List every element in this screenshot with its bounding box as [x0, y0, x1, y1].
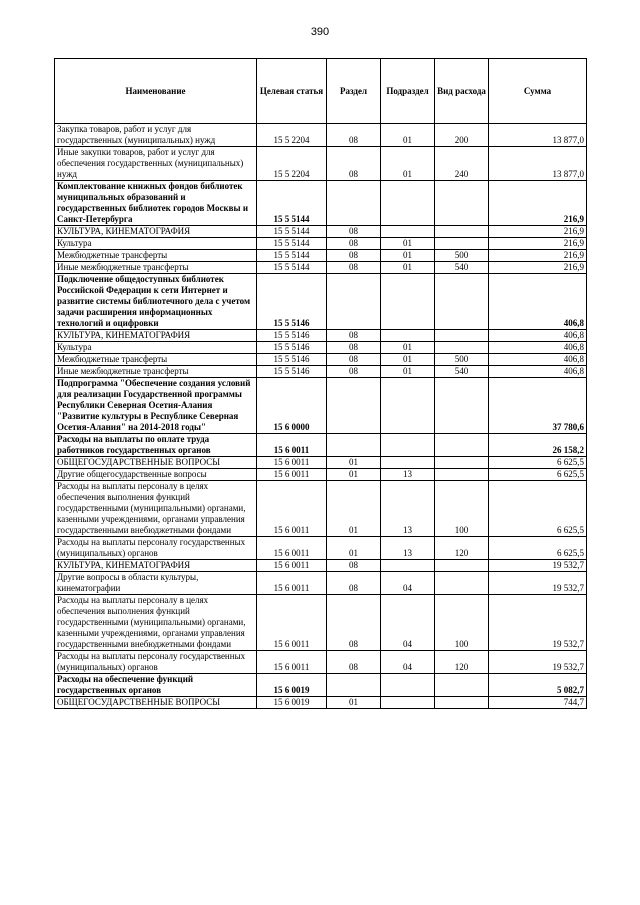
name-cell: Подключение общедоступных библиотек Российской Федерации к сети Интернет и развитие системы библиотечного дела с учетом задачи расширения информационных технологий и оцифровки [55, 274, 257, 330]
table-row [55, 469, 587, 481]
type-cell [435, 469, 489, 481]
table-row [55, 250, 587, 262]
name-cell: Закупка товаров, работ и услуг для государственных (муниципальных) нужд [55, 124, 257, 147]
code-cell: 15 5 5146 [257, 274, 327, 330]
sum-cell: 216,9 [489, 262, 587, 274]
subsection-cell: 13 [381, 469, 435, 481]
subsection-cell [381, 378, 435, 434]
name-cell: Иные закупки товаров, работ и услуг для обеспечения государственных (муниципальных) нужд [55, 147, 257, 181]
section-cell [327, 378, 381, 434]
subsection-cell [381, 226, 435, 238]
type-cell: 500 [435, 250, 489, 262]
name-cell: Межбюджетные трансферты [55, 250, 257, 262]
name-cell: КУЛЬТУРА, КИНЕМАТОГРАФИЯ [55, 330, 257, 342]
table-row [55, 572, 587, 595]
name-cell: ОБЩЕГОСУДАРСТВЕННЫЕ ВОПРОСЫ [55, 697, 257, 709]
sum-cell: 13 877,0 [489, 147, 587, 181]
code-cell: 15 5 5144 [257, 262, 327, 274]
name-cell: Расходы на выплаты персоналу в целях обеспечения выполнения функций государственными (муниципальными) органами, казенными учреждениями, органами управления государственными внебюджетными фондами [55, 595, 257, 651]
type-cell [435, 697, 489, 709]
subsection-cell [381, 181, 435, 226]
section-cell: 08 [327, 572, 381, 595]
section-cell: 08 [327, 560, 381, 572]
section-cell: 08 [327, 330, 381, 342]
section-cell: 01 [327, 469, 381, 481]
name-cell: Иные межбюджетные трансферты [55, 366, 257, 378]
name-cell: Другие вопросы в области культуры, кинематографии [55, 572, 257, 595]
subsection-cell: 01 [381, 250, 435, 262]
table-row [55, 697, 587, 709]
type-cell: 120 [435, 651, 489, 674]
header-name: Наименование [55, 59, 257, 124]
sum-cell: 406,8 [489, 274, 587, 330]
code-cell: 15 6 0019 [257, 674, 327, 697]
section-cell: 08 [327, 342, 381, 354]
type-cell: 500 [435, 354, 489, 366]
table-header-row [55, 59, 587, 124]
section-cell: 08 [327, 226, 381, 238]
code-cell: 15 5 2204 [257, 147, 327, 181]
type-cell [435, 226, 489, 238]
table-row [55, 560, 587, 572]
code-cell: 15 6 0011 [257, 434, 327, 457]
code-cell: 15 5 5144 [257, 250, 327, 262]
subsection-cell [381, 674, 435, 697]
code-cell: 15 6 0011 [257, 481, 327, 537]
table-row [55, 366, 587, 378]
sum-cell: 6 625,5 [489, 481, 587, 537]
subsection-cell [381, 560, 435, 572]
sum-cell: 13 877,0 [489, 124, 587, 147]
table-row [55, 330, 587, 342]
name-cell: ОБЩЕГОСУДАРСТВЕННЫЕ ВОПРОСЫ [55, 457, 257, 469]
type-cell [435, 181, 489, 226]
type-cell: 540 [435, 366, 489, 378]
section-cell: 08 [327, 238, 381, 250]
subsection-cell: 01 [381, 342, 435, 354]
subsection-cell: 04 [381, 572, 435, 595]
name-cell: Комплектование книжных фондов библиотек муниципальных образований и государственных библиотек городов Москвы и Санкт-Петербурга [55, 181, 257, 226]
code-cell: 15 5 5146 [257, 342, 327, 354]
code-cell: 15 6 0011 [257, 469, 327, 481]
code-cell: 15 5 5144 [257, 181, 327, 226]
table-row [55, 674, 587, 697]
name-cell: Другие общегосударственные вопросы [55, 469, 257, 481]
section-cell: 08 [327, 250, 381, 262]
table-row [55, 595, 587, 651]
sum-cell: 216,9 [489, 250, 587, 262]
table-row [55, 481, 587, 537]
code-cell: 15 6 0011 [257, 651, 327, 674]
sum-cell: 406,8 [489, 330, 587, 342]
budget-table [54, 58, 587, 709]
sum-cell: 19 532,7 [489, 651, 587, 674]
section-cell: 08 [327, 354, 381, 366]
name-cell: Расходы на выплаты персоналу государственных (муниципальных) органов [55, 537, 257, 560]
code-cell: 15 6 0000 [257, 378, 327, 434]
section-cell [327, 181, 381, 226]
subsection-cell: 13 [381, 537, 435, 560]
sum-cell: 406,8 [489, 342, 587, 354]
type-cell: 540 [435, 262, 489, 274]
section-cell: 08 [327, 595, 381, 651]
code-cell: 15 6 0011 [257, 572, 327, 595]
table-row [55, 181, 587, 226]
page-number: 390 [310, 26, 330, 38]
subsection-cell [381, 434, 435, 457]
sum-cell: 406,8 [489, 354, 587, 366]
section-cell: 08 [327, 651, 381, 674]
subsection-cell: 01 [381, 238, 435, 250]
type-cell [435, 378, 489, 434]
name-cell: Культура [55, 238, 257, 250]
table-row [55, 342, 587, 354]
name-cell: Расходы на выплаты персоналу в целях обеспечения выполнения функций государственными (муниципальными) органами, казенными учреждениями, органами управления государственными внебюджетными фондами [55, 481, 257, 537]
type-cell: 240 [435, 147, 489, 181]
name-cell: Культура [55, 342, 257, 354]
subsection-cell: 01 [381, 354, 435, 366]
table-row [55, 226, 587, 238]
header-sum: Сумма [489, 59, 587, 124]
sum-cell: 6 625,5 [489, 457, 587, 469]
header-type: Вид расхода [435, 59, 489, 124]
section-cell: 08 [327, 147, 381, 181]
section-cell [327, 674, 381, 697]
subsection-cell [381, 330, 435, 342]
section-cell: 08 [327, 262, 381, 274]
name-cell: Иные межбюджетные трансферты [55, 262, 257, 274]
type-cell: 100 [435, 481, 489, 537]
type-cell: 100 [435, 595, 489, 651]
name-cell: Расходы на обеспечение функций государственных органов [55, 674, 257, 697]
code-cell: 15 5 5146 [257, 330, 327, 342]
sum-cell: 6 625,5 [489, 469, 587, 481]
type-cell [435, 274, 489, 330]
code-cell: 15 5 2204 [257, 124, 327, 147]
section-cell: 01 [327, 697, 381, 709]
subsection-cell: 04 [381, 595, 435, 651]
type-cell [435, 238, 489, 250]
name-cell: КУЛЬТУРА, КИНЕМАТОГРАФИЯ [55, 226, 257, 238]
table-row [55, 354, 587, 366]
code-cell: 15 6 0011 [257, 457, 327, 469]
type-cell [435, 560, 489, 572]
sum-cell: 19 532,7 [489, 572, 587, 595]
type-cell: 200 [435, 124, 489, 147]
type-cell [435, 572, 489, 595]
type-cell: 120 [435, 537, 489, 560]
table-row [55, 457, 587, 469]
sum-cell: 216,9 [489, 238, 587, 250]
subsection-cell: 13 [381, 481, 435, 537]
type-cell [435, 674, 489, 697]
name-cell: Расходы на выплаты персоналу государственных (муниципальных) органов [55, 651, 257, 674]
table-row [55, 651, 587, 674]
code-cell: 15 5 5144 [257, 226, 327, 238]
name-cell: Подпрограмма "Обеспечение создания условий для реализации Государственной программы Республики Северная Осетия-Алания "Развитие культуры в Республике Северная Осетия-Алания" на 2014-2018 годы" [55, 378, 257, 434]
table-row [55, 378, 587, 434]
sum-cell: 37 780,6 [489, 378, 587, 434]
header-code: Целевая статья [257, 59, 327, 124]
type-cell [435, 342, 489, 354]
subsection-cell [381, 697, 435, 709]
section-cell: 01 [327, 481, 381, 537]
subsection-cell: 01 [381, 147, 435, 181]
table-row [55, 147, 587, 181]
table-row [55, 434, 587, 457]
code-cell: 15 5 5144 [257, 238, 327, 250]
sum-cell: 744,7 [489, 697, 587, 709]
header-subsection: Подраздел [381, 59, 435, 124]
sum-cell: 5 082,7 [489, 674, 587, 697]
code-cell: 15 6 0011 [257, 537, 327, 560]
code-cell: 15 5 5146 [257, 366, 327, 378]
table-row [55, 238, 587, 250]
code-cell: 15 6 0019 [257, 697, 327, 709]
section-cell: 08 [327, 366, 381, 378]
section-cell [327, 434, 381, 457]
table-body [55, 124, 587, 709]
code-cell: 15 6 0011 [257, 595, 327, 651]
section-cell: 08 [327, 124, 381, 147]
name-cell: КУЛЬТУРА, КИНЕМАТОГРАФИЯ [55, 560, 257, 572]
header-section: Раздел [327, 59, 381, 124]
table-row [55, 274, 587, 330]
table-row [55, 537, 587, 560]
sum-cell: 19 532,7 [489, 560, 587, 572]
table-row [55, 262, 587, 274]
sum-cell: 6 625,5 [489, 537, 587, 560]
type-cell [435, 457, 489, 469]
type-cell [435, 434, 489, 457]
sum-cell: 19 532,7 [489, 595, 587, 651]
name-cell: Межбюджетные трансферты [55, 354, 257, 366]
subsection-cell: 01 [381, 262, 435, 274]
code-cell: 15 5 5146 [257, 354, 327, 366]
type-cell [435, 330, 489, 342]
subsection-cell: 01 [381, 366, 435, 378]
code-cell: 15 6 0011 [257, 560, 327, 572]
sum-cell: 216,9 [489, 226, 587, 238]
sum-cell: 406,8 [489, 366, 587, 378]
section-cell: 01 [327, 537, 381, 560]
subsection-cell [381, 457, 435, 469]
section-cell: 01 [327, 457, 381, 469]
sum-cell: 216,9 [489, 181, 587, 226]
subsection-cell [381, 274, 435, 330]
subsection-cell: 04 [381, 651, 435, 674]
table-row [55, 124, 587, 147]
subsection-cell: 01 [381, 124, 435, 147]
section-cell [327, 274, 381, 330]
sum-cell: 26 158,2 [489, 434, 587, 457]
name-cell: Расходы на выплаты по оплате труда работников государственных органов [55, 434, 257, 457]
